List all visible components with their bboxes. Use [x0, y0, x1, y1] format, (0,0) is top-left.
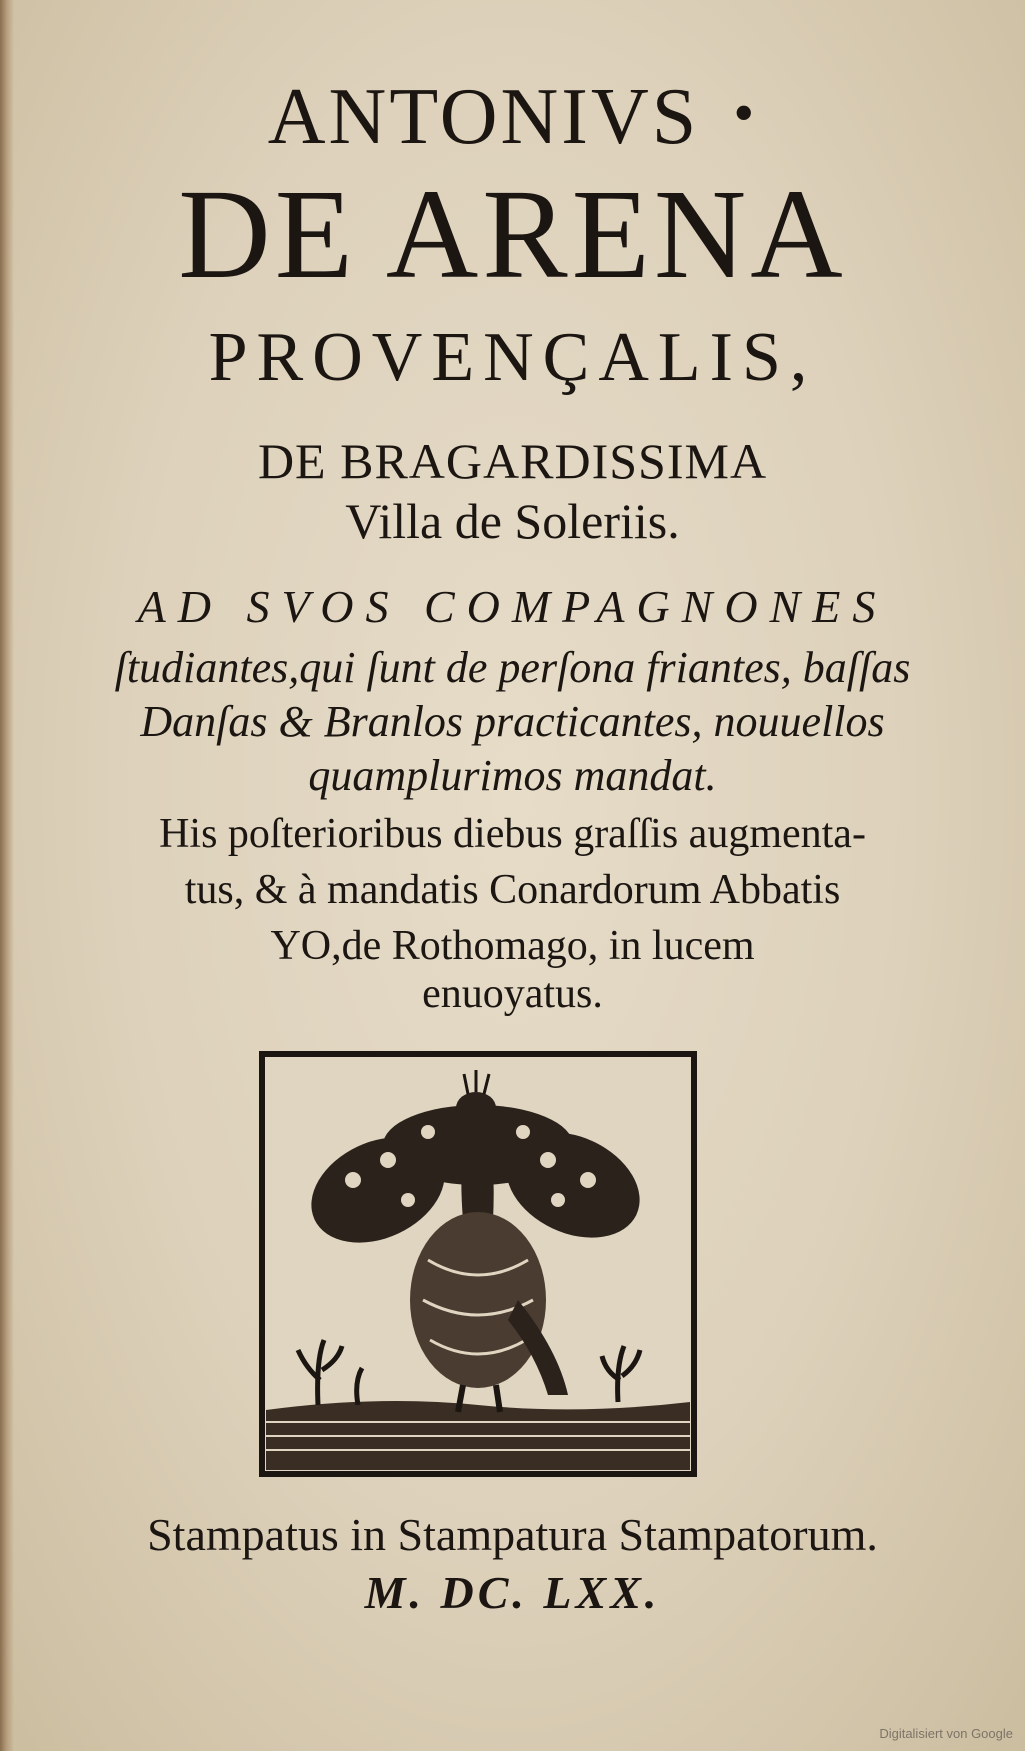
subtitle-line-2: Villa de Soleriis. — [345, 493, 680, 549]
note-line-4: enuoyatus. — [422, 971, 603, 1017]
dedication-line-3: Danſas & Branlos practicantes, nouuellos — [140, 697, 885, 746]
note-line-1: His poſterioribus diebus graſſis augmenta- — [159, 811, 866, 857]
digitization-watermark: Digitalisiert von Google — [879, 1726, 1013, 1741]
author-origin: PROVENÇALIS, — [208, 319, 817, 396]
peacock-woodcut — [258, 1050, 698, 1478]
dedication-line-1: AD SVOS COMPAGNONES — [137, 581, 888, 632]
note-line-2: tus, & à mandatis Conardorum Abbatis — [184, 867, 841, 913]
dedication-line-4: quamplurimos mandat. — [308, 751, 717, 800]
publication-date: M. DC. LXX. — [364, 1567, 661, 1618]
author-surname: DE ARENA — [178, 163, 847, 305]
author-first-name-text: ANTONIVS — [267, 73, 700, 161]
imprint: Stampatus in Stampatura Stampatorum. — [147, 1509, 878, 1560]
note-line-3: YO,de Rothomago, in lucem — [270, 923, 755, 969]
author-first-name — [0, 72, 1025, 163]
subtitle-line-1: DE BRAGARDISSIMA — [257, 433, 768, 489]
ornament-dot: • — [733, 80, 758, 146]
dedication-line-2: ſtudiantes,qui ſunt de perſona friantes, baſſas — [114, 643, 911, 692]
